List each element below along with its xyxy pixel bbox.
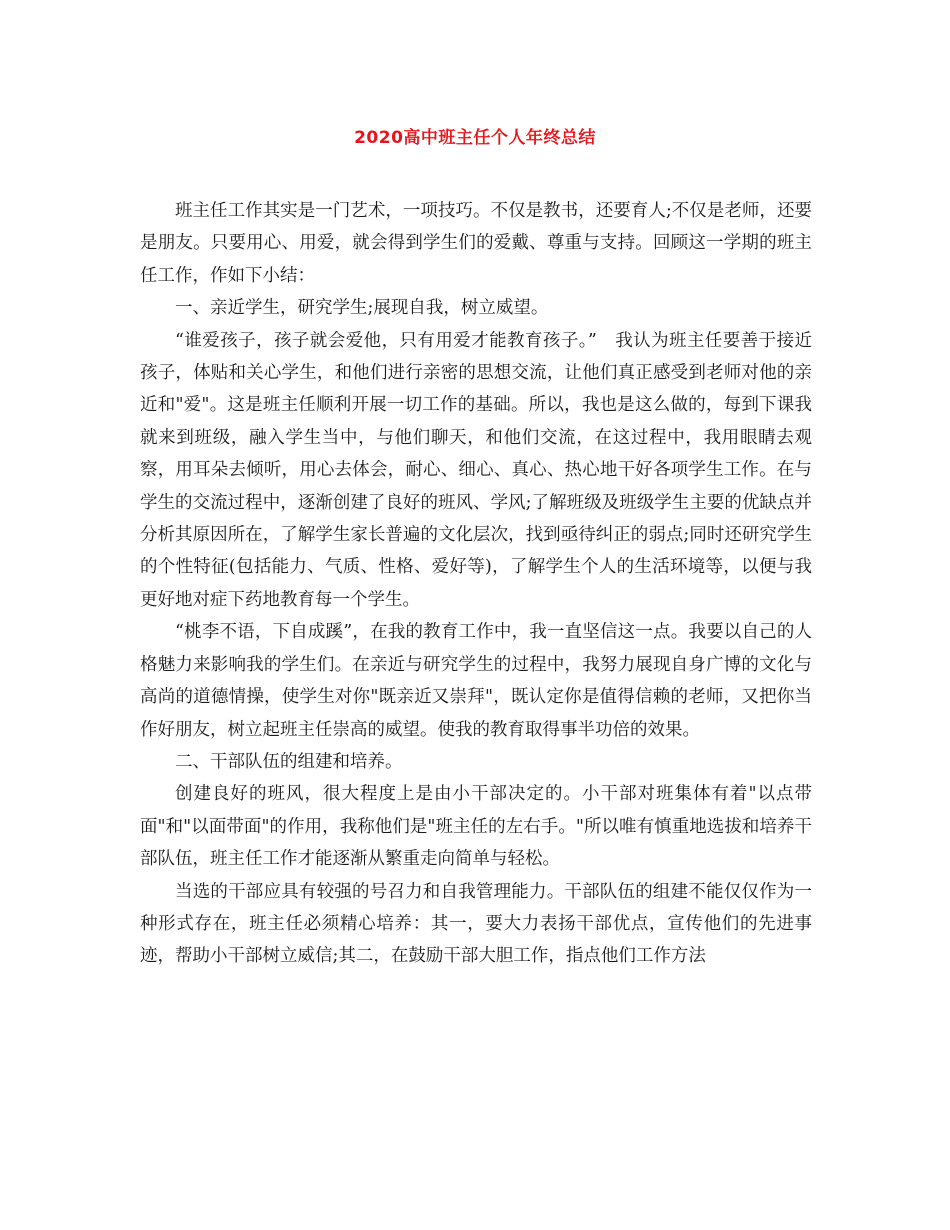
- paragraph-intro: 班主任工作其实是一门艺术，一项技巧。不仅是教书，还要育人;不仅是老师，还要是朋友。只要用心、用爱，就会得到学生们的爱戴、尊重与支持。回顾这一学期的班主任工作，作如下小结：: [140, 201, 812, 286]
- heading-section-1: 一、亲近学生，研究学生;展现自我，树立威望。: [175, 298, 549, 319]
- paragraph-cadre-training: 当选的干部应具有较强的号召力和自我管理能力。干部队伍的组建不能仅仅作为一种形式存在，班主任必须精心培养：其一，要大力表扬干部优点，宣传他们的先进事迹，帮助小干部树立威信;其二，在鼓励干部大胆工作，指点他们工作方法: [140, 881, 812, 967]
- heading-section-2: 二、干部队伍的组建和培养。: [175, 751, 403, 772]
- document-title: 2020高中班主任个人年终总结: [354, 128, 596, 148]
- paragraph-love-children: “谁爱孩子，孩子就会爱他，只有用爱才能教育孩子。” 我认为班主任要善于接近孩子，体贴和关心学生，和他们进行亲密的思想交流，让他们真正感受到老师对他的亲近和"爱"。这是班主任顺利开展一切工作的基础。所以，我也是这么做的，每到下课我就来到班级，融入学生当中，与他们聊天，和他们交流，在这过程中，我用眼睛去观察，用耳朵去倾听，用心去体会，耐心、细心、真心、热心地干好各项学生工作。在与学生的交流过程中，逐渐创建了良好的班风、学风;了解班级及班级学生主要的优缺点并分析其原因所在，了解学生家长普遍的文化层次，找到亟待纠正的弱点;同时还研究学生的个性特征(包括能力、气质、性格、爱好等)，了解学生个人的生活环境等，以便与我更好地对症下药地教育每一个学生。: [140, 330, 812, 610]
- document-body: [140, 195, 812, 973]
- paragraph-peach-plum: “桃李不语，下自成蹊”，在我的教育工作中，我一直坚信这一点。我要以自己的人格魅力来影响我的学生们。在亲近与研究学生的过程中，我努力展现自身广博的文化与高尚的道德情操，使学生对你"既亲近又崇拜"，既认定你是值得信赖的老师，又把你当作好朋友，树立起班主任崇高的威望。使我的教育取得事半功倍的效果。: [140, 622, 812, 740]
- paragraph-class-cadres: 创建良好的班风，很大程度上是由小干部决定的。小干部对班集体有着"以点带面"和"以面带面"的作用，我称他们是"班主任的左右手。"所以唯有慎重地选拔和培养干部队伍，班主任工作才能逐渐从繁重走向简单与轻松。: [140, 784, 812, 870]
